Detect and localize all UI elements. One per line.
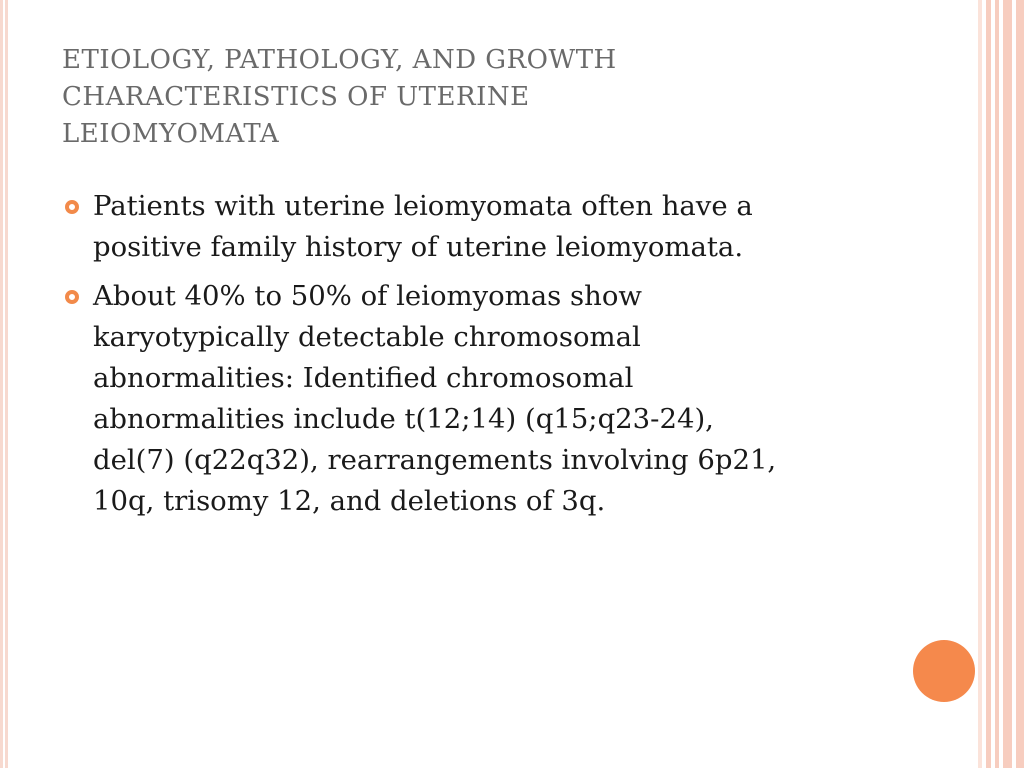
bullet-line: abnormalities include t(12;14) (q15;q23-24),	[93, 403, 714, 435]
left-border-decoration	[0, 0, 8, 768]
bullet-line: Patients with uterine leiomyomata often have a	[93, 190, 753, 222]
bullet-list	[62, 186, 902, 530]
hollow-circle-icon	[65, 290, 79, 304]
bullet-line: 10q, trisomy 12, and deletions of 3q.	[93, 485, 606, 517]
bullet-line: positive family history of uterine leiomyomata.	[93, 231, 744, 263]
title-line: CHARACTERISTICS OF UTERINE	[62, 82, 530, 112]
bullet-line: abnormalities: Identified chromosomal	[93, 362, 634, 394]
hollow-circle-icon	[65, 200, 79, 214]
right-border-decoration	[978, 0, 1024, 768]
bullet-item	[62, 276, 902, 522]
bullet-line: About 40% to 50% of leiomyomas show	[93, 280, 642, 312]
accent-circle-decoration	[913, 640, 975, 702]
bullet-line: karyotypically detectable chromosomal	[93, 321, 641, 353]
slide-title	[62, 42, 922, 153]
bullet-item	[62, 186, 902, 268]
bullet-line: del(7) (q22q32), rearrangements involving 6p21,	[93, 444, 777, 476]
title-line: LEIOMYOMATA	[62, 119, 280, 149]
title-line: ETIOLOGY, PATHOLOGY, AND GROWTH	[62, 45, 617, 75]
